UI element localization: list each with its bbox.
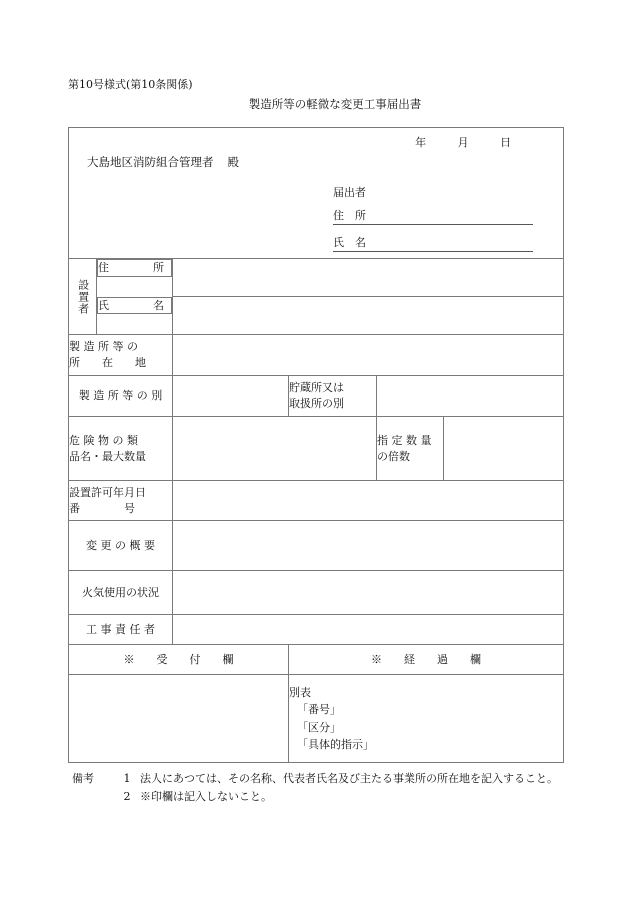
official-columns-header-row (69, 645, 564, 675)
location-label (69, 335, 173, 376)
submitter-name-field[interactable] (333, 234, 533, 252)
remarks-item-number: 2 (123, 790, 131, 804)
facility-type-row (69, 376, 564, 417)
location-value[interactable] (173, 335, 564, 376)
storage-type-value[interactable] (377, 376, 564, 417)
submitter-address-field[interactable] (333, 207, 533, 225)
remarks-item (72, 770, 558, 788)
installer-label-cell (69, 259, 97, 335)
remarks-block (72, 770, 558, 806)
construction-manager-value[interactable] (173, 615, 564, 645)
installer-name-label: 氏 名 (97, 297, 172, 315)
hazmat-value[interactable] (173, 417, 377, 481)
permit-label (69, 481, 173, 521)
appendix-item-instruction: 「具体的指示」 (297, 737, 374, 751)
reception-value[interactable] (69, 675, 289, 763)
form-header-row (69, 128, 564, 259)
facility-type-value[interactable] (173, 376, 289, 417)
remarks-item-number: 1 (123, 772, 131, 785)
submitter-name-label: 氏 名 (333, 236, 366, 249)
hazmat-label-line2: 品名・最大数量 (69, 449, 146, 463)
fire-use-value[interactable] (173, 571, 564, 615)
permit-row (69, 481, 564, 521)
permit-label-line1: 設置許可年月日 (69, 485, 146, 499)
progress-column-label: ※ 経 過 欄 (289, 645, 564, 675)
multiple-label-line1: 指 定 数 量 (377, 433, 432, 447)
hazmat-row (69, 417, 564, 481)
installer-name-value[interactable] (173, 297, 564, 335)
permit-label-line2: 番 号 (69, 501, 135, 515)
document-title: 製造所等の軽微な変更工事届出書 (248, 97, 422, 111)
multiple-value[interactable] (444, 417, 564, 481)
location-row (69, 335, 564, 376)
installer-address-value[interactable] (173, 259, 564, 297)
day-label: 日 (500, 136, 512, 149)
appendix-item-number: 「番号」 (297, 703, 341, 717)
remarks-label: 備考 (72, 772, 94, 785)
form-header-cell (69, 128, 564, 259)
multiple-label (377, 417, 444, 481)
appendix-block (289, 675, 564, 763)
storage-type-label-line1: 貯蔵所又は (289, 381, 344, 395)
multiple-label-line2: の倍数 (377, 449, 410, 463)
submitter-label: 届出者 (333, 186, 366, 199)
installer-address-row (69, 259, 564, 297)
change-summary-row (69, 521, 564, 571)
facility-type-label: 製 造 所 等 の 別 (69, 376, 173, 417)
fire-use-row (69, 571, 564, 615)
installer-label: 設置者 (76, 278, 90, 315)
location-label-line2: 所 在 地 (69, 356, 146, 369)
addressee-line (87, 154, 239, 170)
construction-manager-row (69, 615, 564, 645)
remarks-item-text: 法人にあつては、その名称、代表者氏名及び主たる事業所の所在地を記入すること。 (140, 772, 558, 785)
hazmat-label-line1: 危 険 物 の 類 (69, 433, 138, 447)
remarks-item (72, 788, 558, 806)
month-label: 月 (457, 136, 469, 149)
date-line (415, 134, 511, 150)
construction-manager-label: 工 事 責 任 者 (69, 615, 173, 645)
location-label-line1: 製 造 所 等 の (69, 340, 138, 354)
reception-column-label: ※ 受 付 欄 (69, 645, 289, 675)
notification-form-table (68, 127, 564, 763)
remarks-item-text: ※印欄は記入しないこと。 (140, 790, 272, 804)
addressee-name: 大島地区消防組合管理者 (87, 155, 214, 169)
change-summary-label: 変 更 の 概 要 (69, 521, 173, 571)
change-summary-value[interactable] (173, 521, 564, 571)
storage-type-label (289, 376, 377, 417)
submitter-block (333, 184, 533, 261)
addressee-honorific: 殿 (227, 155, 239, 169)
permit-value[interactable] (173, 481, 564, 521)
installer-name-row (69, 297, 564, 335)
appendix-title: 別表 (289, 686, 311, 700)
storage-type-label-line2: 取扱所の別 (289, 397, 344, 410)
remarks-label-spacer (72, 788, 114, 806)
fire-use-label: 火気使用の状況 (69, 571, 173, 615)
official-columns-body-row (69, 675, 564, 763)
submitter-address-label: 住 所 (333, 209, 366, 222)
hazmat-label (69, 417, 173, 481)
installer-address-label: 住 所 (97, 259, 172, 277)
year-label: 年 (415, 136, 427, 149)
form-number: 第10号様式(第10条関係) (68, 78, 193, 91)
appendix-item-category: 「区分」 (297, 720, 341, 734)
